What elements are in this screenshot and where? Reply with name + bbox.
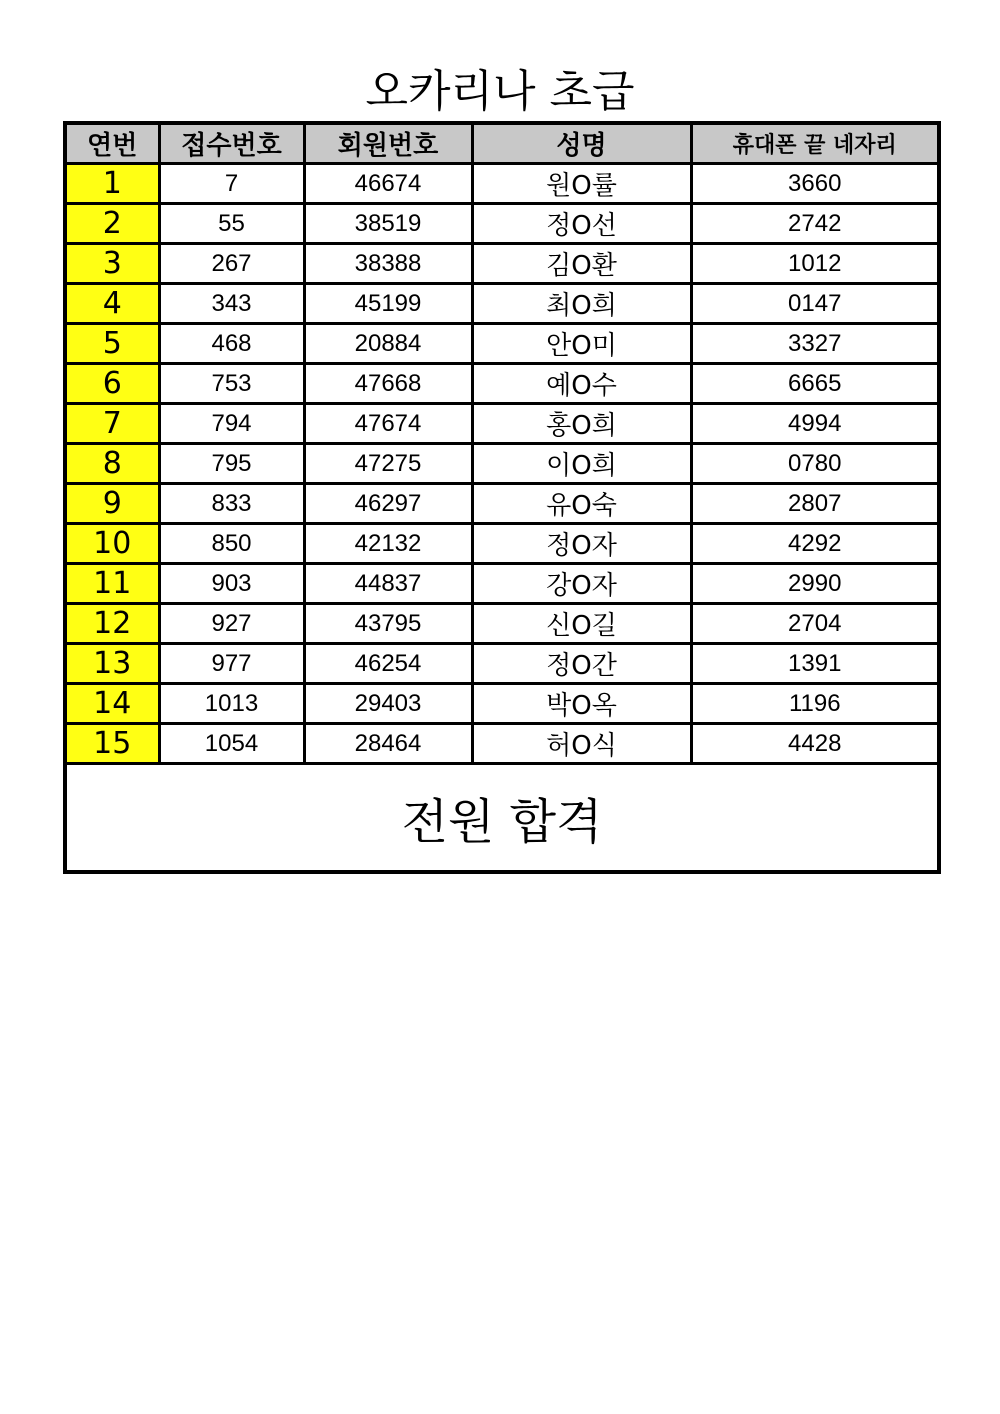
table-row (65, 244, 939, 284)
name-cell: 박O옥 (472, 684, 691, 724)
phone-last4-cell: 3660 (691, 164, 939, 204)
table-body (65, 164, 939, 764)
application-no-cell: 468 (159, 324, 304, 364)
application-no-cell: 850 (159, 524, 304, 564)
table-row (65, 164, 939, 204)
phone-last4-cell: 0780 (691, 444, 939, 484)
application-no-cell: 977 (159, 644, 304, 684)
table-row (65, 724, 939, 764)
table-row (65, 204, 939, 244)
application-no-cell: 1054 (159, 724, 304, 764)
phone-last4-cell: 1391 (691, 644, 939, 684)
table-footer-row (65, 764, 939, 873)
application-no-cell: 795 (159, 444, 304, 484)
result-summary: 전원 합격 (65, 764, 939, 873)
phone-last4-cell: 2990 (691, 564, 939, 604)
name-cell: 허O식 (472, 724, 691, 764)
table-row (65, 564, 939, 604)
member-no-cell: 46254 (304, 644, 472, 684)
phone-last4-cell: 2742 (691, 204, 939, 244)
serial-cell: 5 (65, 324, 159, 364)
name-cell: 안O미 (472, 324, 691, 364)
serial-cell: 12 (65, 604, 159, 644)
member-no-cell: 38519 (304, 204, 472, 244)
member-no-cell: 46297 (304, 484, 472, 524)
phone-last4-cell: 4428 (691, 724, 939, 764)
name-cell: 원O률 (472, 164, 691, 204)
application-no-cell: 267 (159, 244, 304, 284)
phone-last4-cell: 1196 (691, 684, 939, 724)
member-no-cell: 47275 (304, 444, 472, 484)
table-row (65, 364, 939, 404)
member-no-cell: 45199 (304, 284, 472, 324)
member-no-cell: 29403 (304, 684, 472, 724)
name-cell: 예O수 (472, 364, 691, 404)
header-member-no: 회원번호 (304, 123, 472, 164)
table-row (65, 604, 939, 644)
name-cell: 신O길 (472, 604, 691, 644)
application-no-cell: 753 (159, 364, 304, 404)
name-cell: 홍O희 (472, 404, 691, 444)
table-row (65, 684, 939, 724)
serial-cell: 14 (65, 684, 159, 724)
table-row (65, 404, 939, 444)
serial-cell: 2 (65, 204, 159, 244)
name-cell: 최O희 (472, 284, 691, 324)
member-no-cell: 47674 (304, 404, 472, 444)
phone-last4-cell: 3327 (691, 324, 939, 364)
serial-cell: 9 (65, 484, 159, 524)
name-cell: 정O선 (472, 204, 691, 244)
phone-last4-cell: 2807 (691, 484, 939, 524)
serial-cell: 7 (65, 404, 159, 444)
phone-last4-cell: 1012 (691, 244, 939, 284)
name-cell: 이O희 (472, 444, 691, 484)
member-no-cell: 28464 (304, 724, 472, 764)
application-no-cell: 1013 (159, 684, 304, 724)
table-row (65, 444, 939, 484)
serial-cell: 15 (65, 724, 159, 764)
member-no-cell: 47668 (304, 364, 472, 404)
serial-cell: 1 (65, 164, 159, 204)
document-title: 오카리나 초급 (365, 66, 635, 117)
table-row (65, 484, 939, 524)
name-cell: 유O숙 (472, 484, 691, 524)
table-row (65, 284, 939, 324)
header-application-no: 접수번호 (159, 123, 304, 164)
application-no-cell: 927 (159, 604, 304, 644)
member-no-cell: 43795 (304, 604, 472, 644)
member-no-cell: 38388 (304, 244, 472, 284)
serial-cell: 11 (65, 564, 159, 604)
table-row (65, 524, 939, 564)
table-row (65, 324, 939, 364)
application-no-cell: 794 (159, 404, 304, 444)
member-no-cell: 44837 (304, 564, 472, 604)
phone-last4-cell: 6665 (691, 364, 939, 404)
member-no-cell: 46674 (304, 164, 472, 204)
serial-cell: 10 (65, 524, 159, 564)
serial-cell: 3 (65, 244, 159, 284)
serial-cell: 13 (65, 644, 159, 684)
application-no-cell: 7 (159, 164, 304, 204)
name-cell: 김O환 (472, 244, 691, 284)
table-header-row (65, 123, 939, 164)
serial-cell: 4 (65, 284, 159, 324)
application-no-cell: 343 (159, 284, 304, 324)
header-serial: 연번 (65, 123, 159, 164)
header-name: 성명 (472, 123, 691, 164)
application-no-cell: 903 (159, 564, 304, 604)
phone-last4-cell: 4292 (691, 524, 939, 564)
member-no-cell: 42132 (304, 524, 472, 564)
phone-last4-cell: 4994 (691, 404, 939, 444)
table-row (65, 644, 939, 684)
header-phone-last4: 휴대폰 끝 네자리 (691, 123, 939, 164)
phone-last4-cell: 0147 (691, 284, 939, 324)
serial-cell: 8 (65, 444, 159, 484)
application-no-cell: 55 (159, 204, 304, 244)
result-table (63, 121, 941, 874)
name-cell: 정O자 (472, 524, 691, 564)
member-no-cell: 20884 (304, 324, 472, 364)
serial-cell: 6 (65, 364, 159, 404)
application-no-cell: 833 (159, 484, 304, 524)
name-cell: 강O자 (472, 564, 691, 604)
name-cell: 정O간 (472, 644, 691, 684)
phone-last4-cell: 2704 (691, 604, 939, 644)
